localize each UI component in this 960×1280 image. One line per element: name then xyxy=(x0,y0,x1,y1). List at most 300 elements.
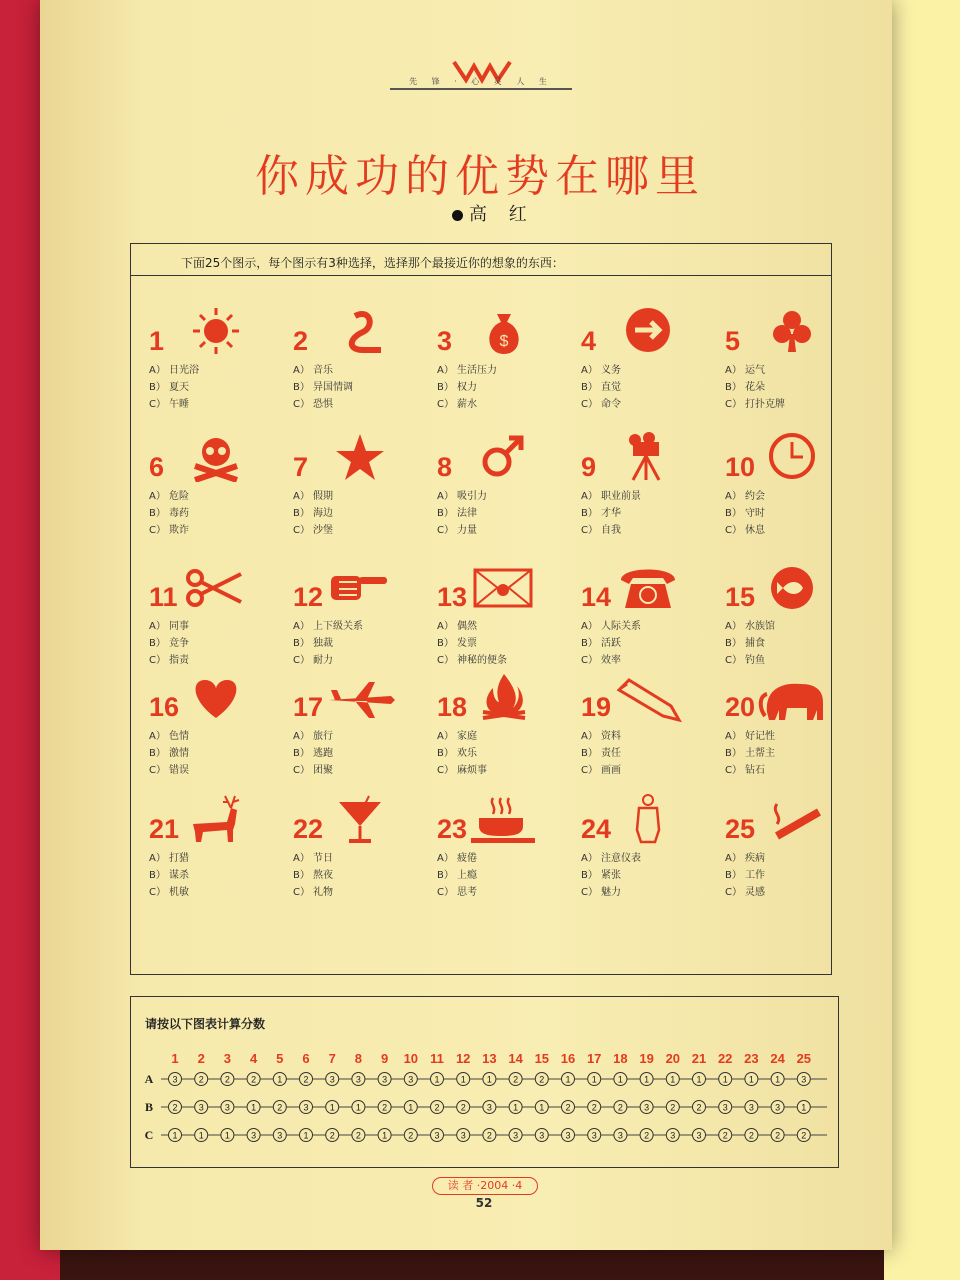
option-c: C） 钻石 xyxy=(725,765,765,776)
option-c-text: 错误 xyxy=(169,765,189,776)
option-b: B） 熬夜 xyxy=(293,870,333,881)
fishbowl-icon xyxy=(757,562,827,612)
item-number: 4 xyxy=(581,326,597,356)
score-cell-value: 2 xyxy=(329,1130,335,1141)
option-a-text: 音乐 xyxy=(313,365,333,376)
option-a-text: 节日 xyxy=(313,853,333,864)
quiz-panel xyxy=(130,243,832,975)
item-number: 21 xyxy=(149,814,180,844)
option-c-text: 自我 xyxy=(601,525,621,536)
item-number: 9 xyxy=(581,452,597,482)
score-cell-value: 1 xyxy=(775,1074,781,1085)
item-options xyxy=(293,488,333,539)
option-a-text: 好记性 xyxy=(745,731,775,742)
option-a-text: 家庭 xyxy=(457,731,477,742)
score-cell-value: 1 xyxy=(722,1074,728,1085)
option-b: B） 法律 xyxy=(437,508,477,519)
option-c: C） 打扑克牌 xyxy=(725,399,785,410)
option-a: A） 节日 xyxy=(293,853,333,864)
item-options xyxy=(437,850,477,901)
quiz-item xyxy=(283,306,423,426)
score-cell-value: 1 xyxy=(539,1102,545,1113)
quiz-item xyxy=(139,562,279,682)
option-c-text: 灵感 xyxy=(745,887,765,898)
score-cell-value: 1 xyxy=(382,1130,388,1141)
scissors-icon xyxy=(181,562,251,612)
item-options xyxy=(581,728,621,779)
option-b: B） 责任 xyxy=(581,748,621,759)
item-number: 12 xyxy=(293,582,324,612)
option-b-text: 独裁 xyxy=(313,638,333,649)
score-cell-value: 2 xyxy=(670,1102,676,1113)
item-options xyxy=(581,362,621,413)
score-cell-value: 3 xyxy=(408,1074,414,1085)
score-column-header: 6 xyxy=(302,1051,310,1066)
score-cell-value: 2 xyxy=(251,1074,257,1085)
quiz-item xyxy=(571,794,711,914)
option-c: C） 指责 xyxy=(149,655,189,666)
option-a-text: 约会 xyxy=(745,491,765,502)
option-c-text: 欺诈 xyxy=(169,525,189,536)
option-a: A） 吸引力 xyxy=(437,491,487,502)
option-c-text: 魅力 xyxy=(601,887,621,898)
movie-camera-icon xyxy=(613,432,683,482)
score-cell-value: 3 xyxy=(696,1130,702,1141)
quiz-item xyxy=(427,672,567,792)
score-cell-value: 3 xyxy=(591,1130,597,1141)
option-b: B） 异国情调 xyxy=(293,382,353,393)
score-cell-value: 3 xyxy=(775,1102,781,1113)
quiz-item xyxy=(139,672,279,792)
score-column-header: 21 xyxy=(691,1051,707,1066)
score-column-header: 12 xyxy=(455,1051,471,1066)
quiz-item xyxy=(427,306,567,426)
score-cell-value: 2 xyxy=(460,1102,466,1113)
option-a: A） 同事 xyxy=(149,621,189,632)
item-options xyxy=(149,850,189,901)
item-options xyxy=(293,618,363,669)
option-a-text: 偶然 xyxy=(457,621,477,632)
option-a: A） 疲倦 xyxy=(437,853,477,864)
option-a-text: 日光浴 xyxy=(169,365,199,376)
option-a-text: 危险 xyxy=(169,491,189,502)
score-cell-value: 1 xyxy=(696,1074,702,1085)
running-header: 先 锋 · 心 灵 人 生 xyxy=(409,77,553,86)
score-cell-value: 3 xyxy=(748,1102,754,1113)
option-c: C） 礼物 xyxy=(293,887,333,898)
item-options xyxy=(149,362,199,413)
option-a: A） 旅行 xyxy=(293,731,333,742)
quiz-item xyxy=(715,306,855,426)
option-c-text: 思考 xyxy=(457,887,477,898)
option-b-text: 上瘾 xyxy=(457,870,477,881)
score-cell-value: 3 xyxy=(670,1130,676,1141)
option-b: B） 才华 xyxy=(581,508,621,519)
club-icon xyxy=(757,306,827,356)
item-number: 1 xyxy=(149,326,165,356)
quiz-item xyxy=(427,562,567,682)
item-options xyxy=(581,850,641,901)
option-c: C） 团聚 xyxy=(293,765,333,776)
item-number: 15 xyxy=(725,582,756,612)
score-cell-value: 2 xyxy=(617,1102,623,1113)
magazine-footer: 读 者 ·2004 ·4 xyxy=(432,1177,538,1195)
arrow-circle-icon xyxy=(613,306,683,356)
item-options xyxy=(149,728,189,779)
option-c: C） 命令 xyxy=(581,399,621,410)
score-column-header: 24 xyxy=(770,1051,785,1066)
option-c-text: 午睡 xyxy=(169,399,189,410)
option-c-text: 力量 xyxy=(457,525,477,536)
score-cell-value: 2 xyxy=(303,1074,309,1085)
pencil-icon xyxy=(613,672,683,722)
score-cell-value: 3 xyxy=(801,1074,807,1085)
option-b-text: 才华 xyxy=(601,508,621,519)
score-column-header: 4 xyxy=(249,1051,258,1066)
option-a-text: 上下级关系 xyxy=(313,621,363,632)
option-b-text: 毒药 xyxy=(169,508,189,519)
item-number: 2 xyxy=(293,326,309,356)
quiz-instructions: 下面25个图示，每个图示有3种选择，选择那个最接近你的想象的东西： xyxy=(131,254,831,276)
quiz-item xyxy=(571,672,711,792)
option-b-text: 直觉 xyxy=(601,382,621,393)
score-column-header: 13 xyxy=(482,1051,497,1066)
score-cell-value: 1 xyxy=(277,1074,283,1085)
option-c-text: 薪水 xyxy=(457,399,477,410)
score-cell-value: 3 xyxy=(722,1102,728,1113)
cigarette-icon xyxy=(757,794,827,844)
option-a: A） 疾病 xyxy=(725,853,765,864)
option-a-text: 资料 xyxy=(601,731,621,742)
airplane-icon xyxy=(325,672,395,722)
option-b: B） 活跃 xyxy=(581,638,621,649)
option-c: C） 力量 xyxy=(437,525,477,536)
score-cell-value: 3 xyxy=(329,1074,335,1085)
quiz-item xyxy=(571,306,711,426)
option-c: C） 欺诈 xyxy=(149,525,189,536)
option-b: B） 逃跑 xyxy=(293,748,333,759)
item-number: 5 xyxy=(725,326,741,356)
option-b: B） 紧张 xyxy=(581,870,621,881)
option-c-text: 钓鱼 xyxy=(745,655,765,666)
quiz-item xyxy=(571,432,711,552)
item-number: 19 xyxy=(581,692,612,722)
male-symbol-icon xyxy=(469,432,539,482)
score-cell-value: 2 xyxy=(801,1130,807,1141)
score-table xyxy=(131,997,838,1167)
score-cell-value: 2 xyxy=(748,1130,754,1141)
score-column-header: 22 xyxy=(717,1051,733,1066)
option-b: B） 欢乐 xyxy=(437,748,477,759)
score-cell-value: 1 xyxy=(748,1074,754,1085)
header-rule xyxy=(390,88,572,90)
option-a-text: 疲倦 xyxy=(457,853,477,864)
option-a: A） 色情 xyxy=(149,731,189,742)
option-a: A） 约会 xyxy=(725,491,765,502)
score-cell-value: 3 xyxy=(303,1102,309,1113)
quiz-item xyxy=(715,432,855,552)
option-c: C） 休息 xyxy=(725,525,765,536)
score-cell-value: 2 xyxy=(775,1130,781,1141)
item-number: 14 xyxy=(581,582,612,612)
score-cell-value: 2 xyxy=(513,1074,519,1085)
item-number: 23 xyxy=(437,814,468,844)
score-column-header: 17 xyxy=(586,1051,602,1066)
option-a-text: 生活压力 xyxy=(457,365,497,376)
option-b-text: 夏天 xyxy=(169,382,189,393)
option-b-text: 谋杀 xyxy=(169,870,189,881)
item-options xyxy=(725,362,785,413)
score-cell-value: 2 xyxy=(644,1130,650,1141)
clock-icon xyxy=(757,432,827,482)
score-column-header: 3 xyxy=(223,1051,232,1066)
option-b: B） 花朵 xyxy=(725,382,765,393)
score-cell-value: 1 xyxy=(355,1102,361,1113)
score-column-header: 15 xyxy=(534,1051,550,1066)
option-b: B） 捕食 xyxy=(725,638,765,649)
option-c-text: 耐力 xyxy=(313,655,333,666)
option-a: A） 上下级关系 xyxy=(293,621,363,632)
score-table-title: 请按以下图表计算分数 xyxy=(145,1017,266,1031)
item-number: 24 xyxy=(581,814,612,844)
option-a-text: 色情 xyxy=(169,731,189,742)
item-number: 11 xyxy=(149,582,178,612)
score-cell-value: 1 xyxy=(303,1130,309,1141)
option-b-text: 欢乐 xyxy=(457,748,477,759)
score-cell-value: 1 xyxy=(801,1102,807,1113)
deer-icon xyxy=(181,794,251,844)
sun-icon xyxy=(181,306,251,356)
option-c: C） 沙堡 xyxy=(293,525,333,536)
option-b-text: 异国情调 xyxy=(313,382,353,393)
option-a: A） 人际关系 xyxy=(581,621,641,632)
item-options xyxy=(725,618,775,669)
option-c-text: 画画 xyxy=(601,765,621,776)
score-column-header: 5 xyxy=(276,1051,284,1066)
skull-icon xyxy=(181,432,251,482)
option-b: B） 谋杀 xyxy=(149,870,189,881)
option-c: C） 画画 xyxy=(581,765,621,776)
option-a: A） 运气 xyxy=(725,365,765,376)
option-a: A） 水族馆 xyxy=(725,621,775,632)
option-a: A） 日光浴 xyxy=(149,365,199,376)
option-b: B） 发票 xyxy=(437,638,477,649)
option-b: B） 毒药 xyxy=(149,508,189,519)
item-number: 3 xyxy=(437,326,453,356)
item-number: 25 xyxy=(725,814,756,844)
score-cell-value: 2 xyxy=(408,1130,414,1141)
score-column-header: 2 xyxy=(197,1051,205,1066)
article-title: 你成功的优势在哪里 xyxy=(255,151,705,202)
score-column-header: 20 xyxy=(665,1051,681,1066)
option-a: A） 资料 xyxy=(581,731,621,742)
option-b-text: 竞争 xyxy=(169,638,189,649)
option-a: A） 音乐 xyxy=(293,365,333,376)
option-a: A） 义务 xyxy=(581,365,621,376)
score-column-header: 23 xyxy=(744,1051,759,1066)
score-cell-value: 3 xyxy=(513,1130,519,1141)
score-cell-value: 2 xyxy=(539,1074,545,1085)
score-cell-value: 3 xyxy=(486,1102,492,1113)
item-number: 18 xyxy=(437,692,468,722)
item-number: 13 xyxy=(437,582,468,612)
score-cell-value: 1 xyxy=(460,1074,466,1085)
score-row-label: A xyxy=(144,1072,154,1086)
score-column-header: 25 xyxy=(796,1051,812,1066)
option-c-text: 沙堡 xyxy=(313,525,333,536)
score-cell-value: 3 xyxy=(434,1130,440,1141)
option-b-text: 熬夜 xyxy=(313,870,333,881)
article-author: 高 红 xyxy=(452,200,535,226)
option-b-text: 工作 xyxy=(745,870,765,881)
option-a-text: 同事 xyxy=(169,621,189,632)
score-table-panel xyxy=(130,996,839,1168)
item-options xyxy=(437,362,497,413)
item-number: 20 xyxy=(725,692,756,722)
quiz-item xyxy=(283,794,423,914)
score-column-header: 11 xyxy=(430,1051,444,1066)
option-c: C） 自我 xyxy=(581,525,621,536)
score-column-header: 7 xyxy=(328,1051,336,1066)
option-a: A） 职业前景 xyxy=(581,491,641,502)
score-column-header: 19 xyxy=(639,1051,654,1066)
option-c: C） 灵感 xyxy=(725,887,765,898)
option-b-text: 法律 xyxy=(457,508,477,519)
score-cell-value: 2 xyxy=(172,1102,178,1113)
score-cell-value: 2 xyxy=(565,1102,571,1113)
option-c-text: 打扑克牌 xyxy=(745,399,785,410)
option-c-text: 团聚 xyxy=(313,765,333,776)
score-cell-value: 3 xyxy=(617,1130,623,1141)
score-cell-value: 1 xyxy=(617,1074,623,1085)
campfire-icon xyxy=(469,672,539,722)
option-a-text: 疾病 xyxy=(745,853,765,864)
item-options xyxy=(437,488,487,539)
score-column-header: 14 xyxy=(508,1051,523,1066)
score-cell-value: 2 xyxy=(722,1130,728,1141)
score-cell-value: 2 xyxy=(277,1102,283,1113)
option-a: A） 生活压力 xyxy=(437,365,497,376)
score-cell-value: 2 xyxy=(434,1102,440,1113)
score-row-label: C xyxy=(144,1128,154,1142)
option-a: A） 假期 xyxy=(293,491,333,502)
score-column-header: 9 xyxy=(380,1051,389,1066)
quiz-item xyxy=(139,794,279,914)
score-cell-value: 3 xyxy=(277,1130,283,1141)
score-cell-value: 2 xyxy=(696,1102,702,1113)
item-number: 16 xyxy=(149,692,180,722)
option-a: A） 家庭 xyxy=(437,731,477,742)
option-b-text: 激情 xyxy=(169,748,189,759)
item-number: 7 xyxy=(293,452,309,482)
score-cell-value: 1 xyxy=(251,1102,257,1113)
score-cell-value: 2 xyxy=(382,1102,388,1113)
score-cell-value: 3 xyxy=(224,1102,230,1113)
option-c-text: 神秘的便条 xyxy=(457,655,507,666)
score-cell-value: 1 xyxy=(434,1074,440,1085)
option-c-text: 麻烦事 xyxy=(457,765,487,776)
option-b-text: 逃跑 xyxy=(313,748,333,759)
quiz-item xyxy=(715,562,855,682)
option-a-text: 人际关系 xyxy=(601,621,641,632)
score-cell-value: 2 xyxy=(224,1074,230,1085)
option-b: B） 夏天 xyxy=(149,382,189,393)
star-icon xyxy=(325,432,395,482)
option-b-text: 捕食 xyxy=(745,638,765,649)
option-a-text: 义务 xyxy=(601,365,621,376)
score-cell-value: 3 xyxy=(355,1074,361,1085)
item-number: 10 xyxy=(725,452,756,482)
option-a-text: 水族馆 xyxy=(745,621,775,632)
option-c: C） 午睡 xyxy=(149,399,189,410)
score-cell-value: 1 xyxy=(329,1102,335,1113)
item-options xyxy=(293,728,333,779)
item-options xyxy=(581,488,641,539)
option-c: C） 错误 xyxy=(149,765,189,776)
page-number: 52 xyxy=(475,1196,493,1210)
option-b-text: 土帮主 xyxy=(745,748,775,759)
option-b: B） 上瘾 xyxy=(437,870,477,881)
score-cell-value: 2 xyxy=(486,1130,492,1141)
score-column-header: 1 xyxy=(171,1051,179,1066)
score-cell-value: 3 xyxy=(644,1102,650,1113)
quiz-item xyxy=(139,306,279,426)
score-cell-value: 1 xyxy=(644,1074,650,1085)
score-column-header: 10 xyxy=(403,1051,419,1066)
item-options xyxy=(293,850,333,901)
score-cell-value: 3 xyxy=(539,1130,545,1141)
quiz-item xyxy=(283,672,423,792)
option-c-text: 效率 xyxy=(601,655,621,666)
envelope-icon xyxy=(469,562,539,612)
quiz-item xyxy=(715,794,855,914)
item-options xyxy=(149,488,189,539)
quiz-item xyxy=(571,562,711,682)
option-c-text: 钻石 xyxy=(745,765,765,776)
option-c: C） 思考 xyxy=(437,887,477,898)
option-a: A） 危险 xyxy=(149,491,189,502)
score-cell-value: 1 xyxy=(565,1074,571,1085)
score-cell-value: 3 xyxy=(460,1130,466,1141)
option-c-text: 恐惧 xyxy=(313,399,333,410)
item-number: 8 xyxy=(437,452,453,482)
option-a: A） 好记性 xyxy=(725,731,775,742)
score-cell-value: 1 xyxy=(670,1074,676,1085)
telephone-icon xyxy=(613,562,683,612)
option-a-text: 假期 xyxy=(313,491,333,502)
option-b: B） 工作 xyxy=(725,870,765,881)
option-c: C） 钓鱼 xyxy=(725,655,765,666)
heart-icon xyxy=(181,672,251,722)
option-a-text: 打猎 xyxy=(169,853,189,864)
quiz-item xyxy=(283,562,423,682)
coffee-cup-icon xyxy=(469,794,539,844)
score-column-header: 16 xyxy=(560,1051,576,1066)
option-a: A） 打猎 xyxy=(149,853,189,864)
item-options xyxy=(725,728,775,779)
item-options xyxy=(581,618,641,669)
snake-icon xyxy=(325,306,395,356)
option-a: A） 偶然 xyxy=(437,621,477,632)
quiz-item xyxy=(139,432,279,552)
option-b-text: 责任 xyxy=(601,748,621,759)
score-cell-value: 3 xyxy=(172,1074,178,1085)
option-c: C） 机敏 xyxy=(149,887,189,898)
item-options xyxy=(725,850,765,901)
option-b: B） 权力 xyxy=(437,382,477,393)
quiz-item xyxy=(427,432,567,552)
score-cell-value: 2 xyxy=(355,1130,361,1141)
